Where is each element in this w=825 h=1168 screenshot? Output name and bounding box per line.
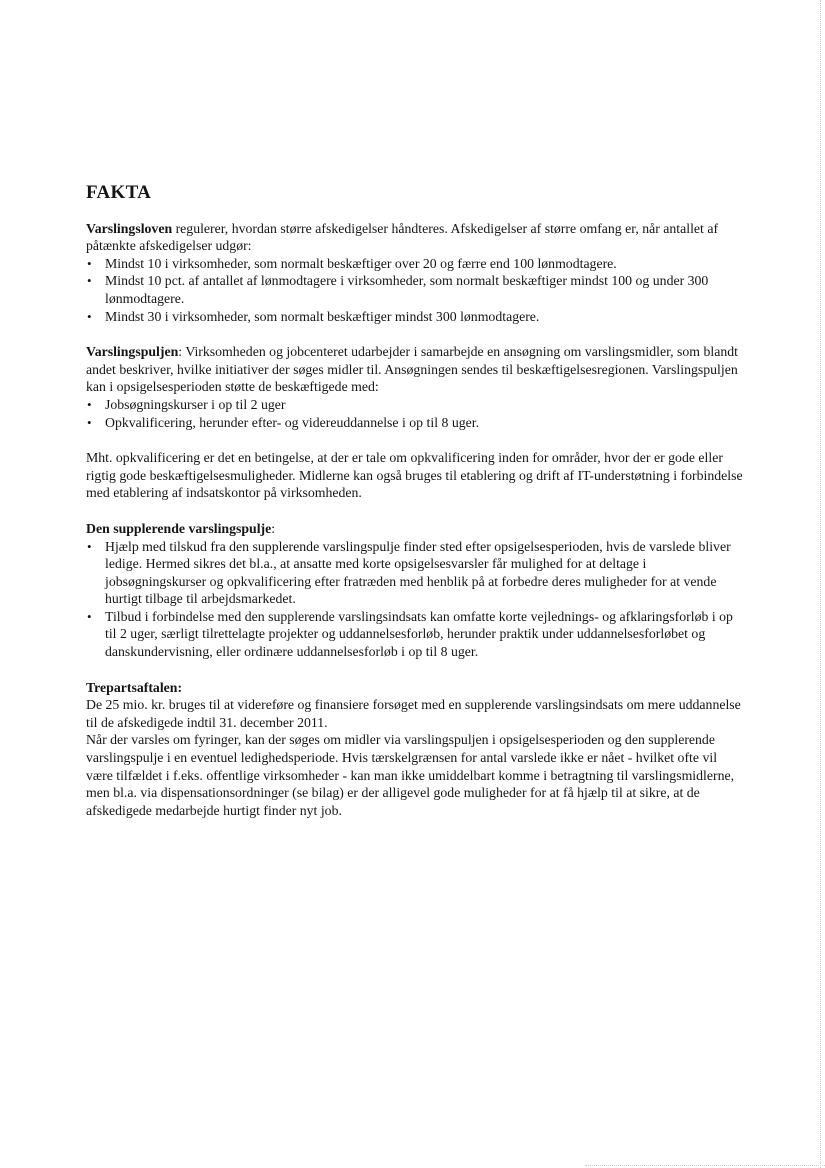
list-item-text: Mindst 10 pct. af antallet af lønmodtagere i virksomheder, som normalt beskæftiger mindst 100 og under 300 lønmodtagere. [105, 273, 709, 306]
list-item-text: Tilbud i forbindelse med den supplerende varslingsindsats kan omfatte korte vejlednings- og afklaringsforløb i op til 2 uger, særligt tilrettelagte projekter og uddannelsesforløb, herunder praktik under uddannelsesforløbet og danskundervisning, eller ordinære uddannelsesforløb i op til 8 uger. [105, 608, 733, 660]
term-varslingsloven: Varslingsloven [86, 220, 173, 236]
list-item-text: Hjælp med tilskud fra den supplerende varslingspulje finder sted efter opsigelsesperioden, hvis de varslede bliver ledige. Hermed sikres det bl.a., at ansatte med korte opsigelsesvarsler får mulighed for at deltage i jobsøgningskurser og opkvalificering efter fratræden med henblik på at forbedre deres muligheder for at vende hurtigt tilbage til arbejdsmarkedet. [105, 538, 731, 607]
scan-edge-bottom [585, 1164, 825, 1166]
list-item [86, 538, 746, 608]
varslingspuljen-list [86, 396, 746, 431]
opkvalificering-note: Mht. opkvalificering er det en betingelse, at der er tale om opkvalificering inden for områder, hvor der er gode eller rigtig gode beskæftigelsesmuligheder. Midlerne kan også bruges til etablering og drift af IT-understøtning i forbindelse med etablering af indsatskontor på virksomheden. [86, 450, 743, 501]
varslingsloven-list [86, 255, 746, 325]
intro-text: regulerer, hvordan større afskedigelser håndteres. Afskedigelser af større omfang er, når antallet af påtænkte afskedigelser udgør: [86, 220, 719, 254]
bullet-icon: • [87, 396, 92, 412]
list-item [86, 308, 746, 326]
document-body [86, 184, 746, 819]
intro-text: : Virksomheden og jobcenteret udarbejder i samarbejde en ansøgning om varslingsmidler, som blandt andet beskriver, hvilke initiativer der søges midler til. Ansøgningen sendes til beskæftigelsesregionen. Varslingspuljen kan i opsigelsesperioden støtte de beskæftigede med: [86, 344, 738, 395]
scan-edge-right [819, 0, 821, 1168]
list-item-text: Opkvalificering, herunder efter- og videreuddannelse i op til 8 uger. [105, 414, 480, 430]
trepartsaftalen-heading [86, 679, 746, 697]
bullet-icon: • [87, 308, 92, 324]
list-item-text: Jobsøgningskurser i op til 2 uger [105, 396, 286, 412]
section-supplerende-heading [86, 520, 746, 538]
term-varslingspuljen: Varslingspuljen [86, 344, 179, 360]
supplerende-title: Den supplerende varslingspulje [86, 520, 272, 536]
list-item [86, 272, 746, 307]
bullet-icon: • [87, 608, 92, 624]
list-item [86, 255, 746, 273]
bullet-icon: • [87, 538, 92, 554]
trepartsaftalen-title: Trepartsaftalen: [86, 679, 183, 695]
list-item-text: Mindst 10 i virksomheder, som normalt beskæftiger over 20 og færre end 100 lønmodtagere. [105, 255, 617, 271]
trepartsaftalen-para-2: Når der varsles om fyringer, kan der søges om midler via varslingspuljen i opsigelsesperioden og den supplerende varslingspulje i en eventuel ledighedsperiode. Hvis tærskelgrænsen for antal varslede ikke er nået - hvilket ofte vil være tilfældet i f.eks. offentlige virksomheder - kan man ikke umiddelbart komme i betragtning til varslingsmidlerne, men bl.a. via dispensationsordninger (se bilag) er der alligevel gode muligheder for at få hjælp til at sikre, at de afskedigede medarbejde hurtigt finder nyt job. [86, 732, 735, 818]
section-varslingsloven-intro [86, 220, 746, 255]
list-item-text: Mindst 30 i virksomheder, som normalt beskæftiger mindst 300 lønmodtagere. [105, 308, 540, 324]
list-item [86, 396, 746, 414]
bullet-icon: • [87, 273, 92, 289]
trepartsaftalen-para-1: De 25 mio. kr. bruges til at videreføre og finansiere forsøget med en supplerende varslingsindsats om mere uddannelse til de afskedigede indtil 31. december 2011. [86, 697, 741, 730]
bullet-icon: • [87, 414, 92, 430]
list-item [86, 414, 746, 432]
list-item [86, 608, 746, 661]
supplerende-colon: : [271, 520, 276, 536]
bullet-icon: • [87, 255, 92, 271]
page-title: FAKTA [86, 182, 152, 203]
section-varslingspuljen-intro [86, 343, 746, 396]
supplerende-list [86, 538, 746, 661]
